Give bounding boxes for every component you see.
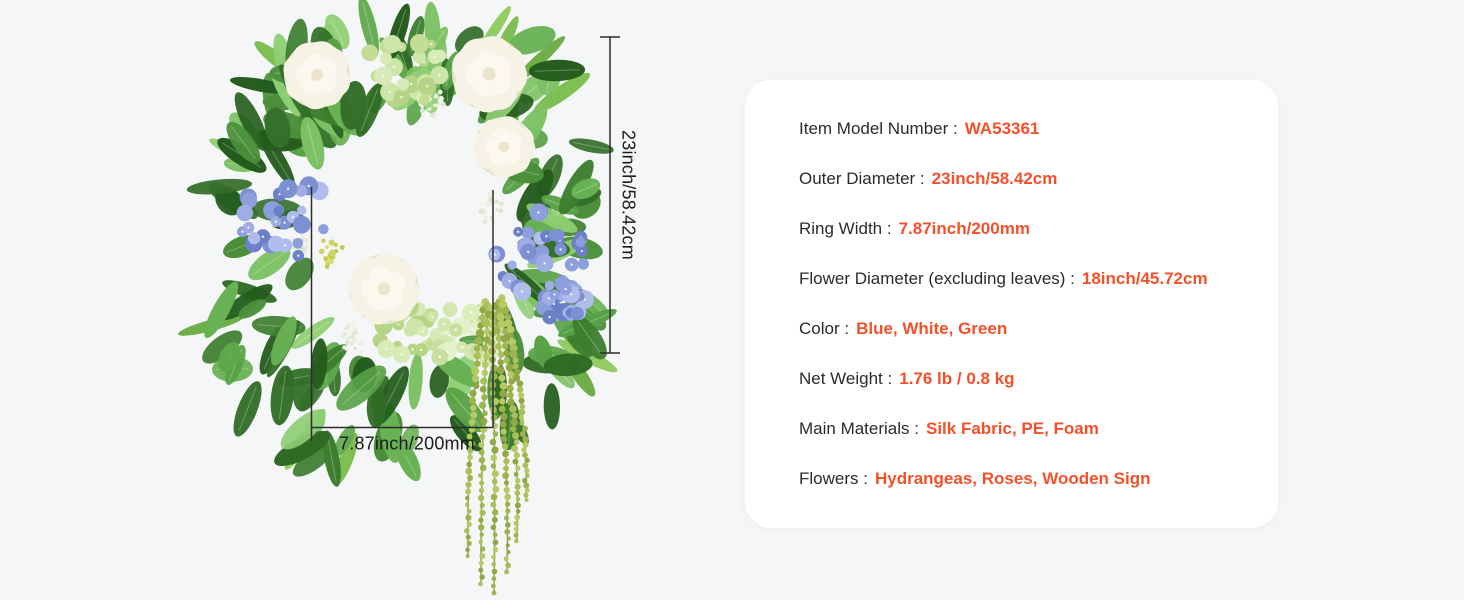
spec-row-ring-width bbox=[799, 204, 1248, 254]
vertical-dimension-label: 23inch/58.42cm bbox=[618, 130, 639, 260]
spec-label: Flower Diameter (excluding leaves) : bbox=[799, 269, 1075, 288]
spec-label: Ring Width : bbox=[799, 219, 892, 238]
spec-row-item-model-number bbox=[799, 104, 1248, 154]
spec-value: 1.76 lb / 0.8 kg bbox=[899, 369, 1015, 388]
spec-value: Hydrangeas, Roses, Wooden Sign bbox=[874, 469, 1151, 488]
spec-value: WA53361 bbox=[964, 119, 1040, 138]
spec-label: Outer Diameter : bbox=[799, 169, 925, 188]
spec-label: Flowers : bbox=[799, 469, 868, 488]
spec-row-color bbox=[799, 304, 1248, 354]
spec-row-flower-diameter bbox=[799, 254, 1248, 304]
spec-label: Main Materials : bbox=[799, 419, 919, 438]
spec-value: 18inch/45.72cm bbox=[1081, 269, 1208, 288]
spec-value: 7.87inch/200mm bbox=[898, 219, 1030, 238]
spec-label: Net Weight : bbox=[799, 369, 893, 388]
spec-value: Blue, White, Green bbox=[856, 319, 1008, 338]
wreath-photo bbox=[177, 0, 620, 595]
spec-card bbox=[745, 80, 1278, 528]
spec-row-outer-diameter bbox=[799, 154, 1248, 204]
spec-value: Silk Fabric, PE, Foam bbox=[925, 419, 1099, 438]
spec-row-main-materials bbox=[799, 404, 1248, 454]
spec-row-flowers bbox=[799, 454, 1248, 504]
horizontal-dimension-label: 7.87inch/200mm bbox=[339, 433, 475, 454]
spec-value: 23inch/58.42cm bbox=[931, 169, 1058, 188]
spec-row-net-weight bbox=[799, 354, 1248, 404]
spec-label: Color : bbox=[799, 319, 850, 338]
spec-label: Item Model Number : bbox=[799, 119, 958, 138]
